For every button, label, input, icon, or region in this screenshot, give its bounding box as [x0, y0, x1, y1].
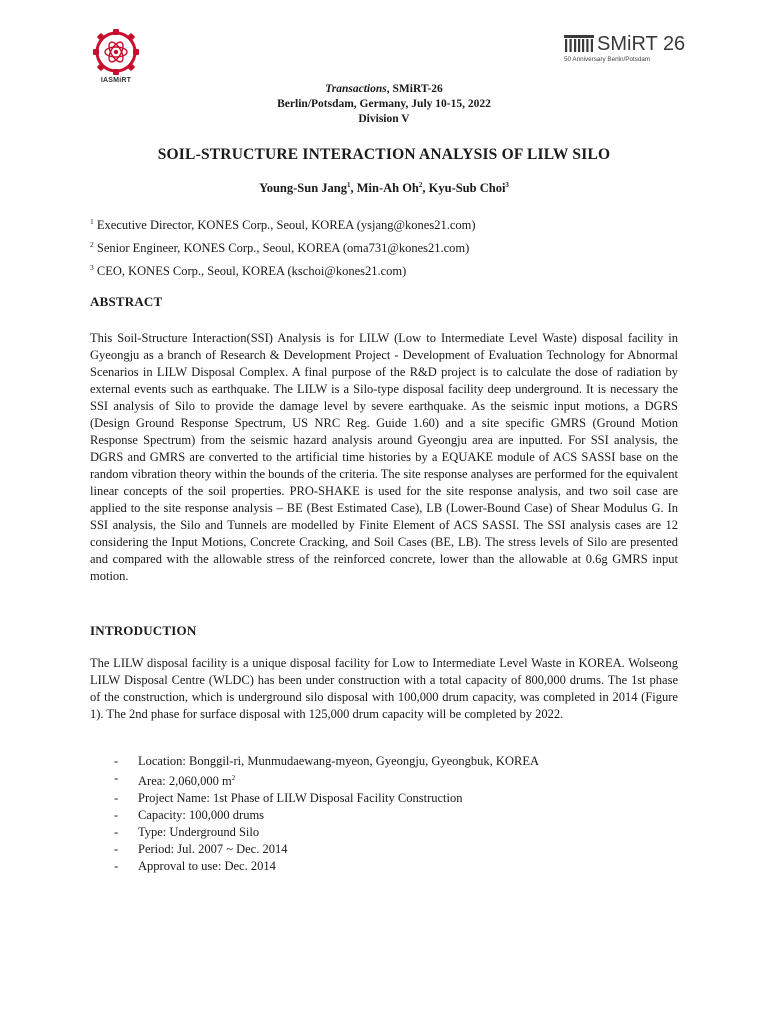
author-name: Min-Ah Oh — [356, 181, 419, 196]
affiliation-item — [90, 212, 690, 235]
list-item-text: Period: Jul. 2007 ~ Dec. 2014 — [138, 842, 288, 857]
bullet-dash: - — [114, 859, 119, 874]
conference-location: Berlin/Potsdam, Germany, July 10-15, 2022 — [277, 98, 491, 110]
bullet-dash: - — [114, 842, 119, 857]
transactions-line — [0, 82, 768, 97]
brandenburg-gate-icon — [564, 35, 594, 53]
transactions-label: Transactions — [325, 83, 387, 95]
list-item — [114, 807, 674, 824]
affiliation-text: Senior Engineer, KONES Corp., Seoul, KOREA (oma731@kones21.com) — [96, 241, 470, 256]
author-name: Young-Sun Jang — [259, 181, 347, 196]
list-item — [114, 824, 674, 841]
smirt-logo-text: SMiRT 26 — [597, 33, 686, 55]
abstract-text: This Soil-Structure Interaction(SSI) Analysis is for LILW (Low to Intermediate Level Waste) disposal facility in Gyeongju as a branch of Research & Development Project - Development of Evaluation Technology for Abnormal Scenarios in LILW Disposal Complex. A final purpose of the R&D project is to calculate the dose of radiation by external events such as earthquake. The LILW is a Silo-type disposal facility deep underground. It is necessary the SSI analysis of Silo to provide the damage level by severe earthquake. As the seismic input motions, a DGRS (Design Ground Response Spectrum, US NRC Reg. Guide 1.60) and a site specific GMRS (Ground Motion Response Spectrum) from the seismic hazard analysis around Gyeongju area are inputted. For SSI analysis, the DGRS and GMRS are converted to the artificial time histories by a EQUAKE module of ACS SASSI base on the random vibration theory within the bounds of the criteria. The site response analyses are performed for the equivalent linear concepts of the soil properties. PRO-SHAKE is used for the site response analysis, and two soil case are applied to the site response analysis – BE (Best Estimated Case), LB (Lower-Bound Case) of Shear Modulus G. In SSI analysis, the Silo and Tunnels are modelled by Finite Element of ACS SASSI. The SSI analysis cases are 12 considering the Input Motions, Concrete Cracking, and Soil Cases (BE, LB). The stress levels of Silo are presented and compared with the allowable stress of the reinforced concrete, lower than the allowable at 0.6g GMRS input motion. — [90, 331, 678, 583]
affiliation-superscript: 3 — [90, 263, 94, 273]
abstract-heading: ABSTRACT — [90, 294, 163, 309]
affiliation-list — [90, 212, 690, 281]
author-list: Young-Sun Jang$^1$, Min-Ah Oh$^2$, Kyu-Sub Choi$^3$ — [259, 181, 509, 196]
list-item — [114, 858, 674, 875]
list-item — [114, 770, 674, 790]
author-superscript: 2 — [418, 181, 423, 189]
list-item-text: Location: Bonggil-ri, Munmudaewang-myeon, Gyeongju, Gyeongbuk, KOREA — [138, 754, 539, 768]
affiliation-text: Executive Director, KONES Corp., Seoul, KOREA (ysjang@kones21.com) — [96, 218, 476, 233]
author-superscript: 1 — [346, 181, 351, 189]
list-item-text: Capacity: 100,000 drums — [138, 808, 265, 823]
list-item-text: Project Name: 1st Phase of LILW Disposal Facility Construction — [138, 791, 463, 806]
affiliation-superscript: 2 — [90, 240, 94, 250]
paper-title: SOIL-STRUCTURE INTERACTION ANALYSIS OF LILW SILO — [157, 146, 611, 163]
conference-division: Division V — [358, 113, 410, 125]
smirt-logo-subtitle: 50 Anniversary Berlin/Potsdam — [564, 56, 651, 63]
iasmirt-emblem-icon — [92, 28, 140, 76]
author-superscript: 3 — [505, 181, 509, 189]
smirt-logo — [564, 34, 704, 63]
list-item-text: Type: Underground Silo — [138, 825, 260, 840]
transactions-conference: , SMiRT-26 — [386, 83, 443, 95]
list-item — [114, 753, 674, 770]
iasmirt-label: IASMiRT — [100, 77, 132, 84]
affiliation-item — [90, 235, 690, 258]
bullet-dash: - — [114, 754, 119, 768]
list-item-text: Approval to use: Dec. 2014 — [138, 859, 276, 874]
author-name: Kyu-Sub Choi — [428, 181, 506, 196]
bullet-dash: - — [114, 808, 119, 823]
introduction-text: The LILW disposal facility is a unique disposal facility for Low to Intermediate Level Waste in KOREA. Wolseong LILW Disposal Centre (WLDC) has been under construction with a total capacity of 800,000 drums. The 1st phase of the construction, which is underground silo disposal with 100,000 drum capacity, was completed in 2014 (Figure 1). The 2nd phase for surface disposal with 125,000 drum capacity will be completed by 2022. — [90, 656, 678, 721]
unit-superscript: 2 — [231, 774, 236, 782]
list-item — [114, 790, 674, 807]
bullet-dash: - — [114, 791, 119, 806]
iasmirt-logo — [92, 28, 140, 84]
list-item-text — [138, 770, 235, 790]
affiliation-text: CEO, KONES Corp., Seoul, KOREA (kschoi@kones21.com) — [96, 264, 407, 279]
affiliation-superscript: 1 — [90, 217, 94, 226]
project-facts-list — [114, 753, 674, 875]
bullet-dash: - — [114, 825, 119, 840]
area-value: Area: 2,060,000 m — [138, 774, 232, 789]
list-item — [114, 841, 674, 858]
introduction-heading: INTRODUCTION — [90, 623, 197, 638]
bullet-dash: - — [114, 771, 119, 785]
conference-header — [0, 82, 768, 127]
affiliation-item — [90, 258, 690, 281]
